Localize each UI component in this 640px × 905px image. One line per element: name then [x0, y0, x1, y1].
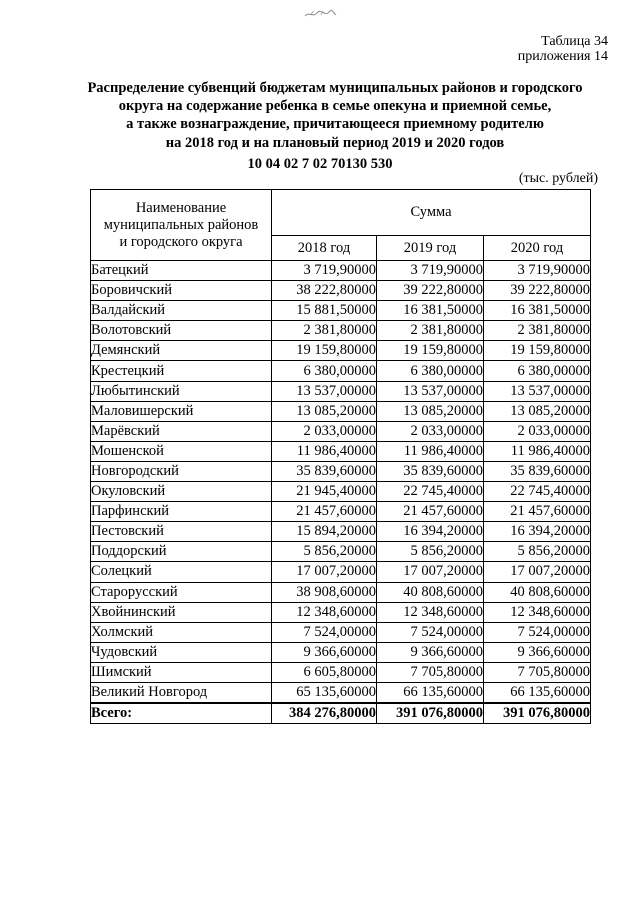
column-header-2019: 2019 год: [377, 236, 484, 261]
amount-2019: 3 719,90000: [377, 261, 484, 281]
amount-2018: 35 839,60000: [272, 461, 377, 481]
amount-2018: 2 033,00000: [272, 421, 377, 441]
amount-2019: 2 381,80000: [377, 321, 484, 341]
table-row: [91, 662, 591, 682]
amount-2019: 21 457,60000: [377, 502, 484, 522]
district-name: Старорусский: [91, 582, 272, 602]
table-row: [91, 441, 591, 461]
district-name: Солецкий: [91, 562, 272, 582]
amount-2018: 21 457,60000: [272, 502, 377, 522]
district-name: Марёвский: [91, 421, 272, 441]
column-header-sum: Сумма: [272, 190, 591, 236]
amount-2019: 22 745,40000: [377, 482, 484, 502]
amount-2019: 40 808,60000: [377, 582, 484, 602]
amount-2020: 39 222,80000: [484, 281, 591, 301]
table-row: [91, 542, 591, 562]
table-row: [91, 361, 591, 381]
amount-2019: 12 348,60000: [377, 602, 484, 622]
table-row: [91, 642, 591, 662]
column-header-name: Наименование муниципальных районов и городского округа: [91, 190, 272, 261]
district-name: Маловишерский: [91, 401, 272, 421]
amount-2019: 19 159,80000: [377, 341, 484, 361]
column-header-2018: 2018 год: [272, 236, 377, 261]
amount-2019: 66 135,60000: [377, 682, 484, 703]
amount-2020: 16 381,50000: [484, 301, 591, 321]
table-total-row: [91, 703, 591, 724]
amount-2020: 13 085,20000: [484, 401, 591, 421]
amount-2019: 9 366,60000: [377, 642, 484, 662]
amount-2018: 9 366,60000: [272, 642, 377, 662]
amount-2020: 40 808,60000: [484, 582, 591, 602]
title-line: Распределение субвенций бюджетам муниципальных районов и городского: [87, 80, 583, 96]
district-name: Демянский: [91, 341, 272, 361]
amount-2019: 35 839,60000: [377, 461, 484, 481]
amount-2020: 6 380,00000: [484, 361, 591, 381]
amount-2020: 5 856,20000: [484, 542, 591, 562]
amount-2018: 17 007,20000: [272, 562, 377, 582]
amount-2020: 66 135,60000: [484, 682, 591, 703]
amount-2018: 21 945,40000: [272, 482, 377, 502]
amount-2018: 15 881,50000: [272, 301, 377, 321]
district-name: Хвойнинский: [91, 602, 272, 622]
amount-2018: 13 537,00000: [272, 381, 377, 401]
district-name: Великий Новгород: [91, 682, 272, 703]
amount-2020: 2 033,00000: [484, 421, 591, 441]
amount-2019: 7 524,00000: [377, 622, 484, 642]
district-name: Холмский: [91, 622, 272, 642]
amount-2018: 13 085,20000: [272, 401, 377, 421]
amount-2018: 15 894,20000: [272, 522, 377, 542]
amount-2020: 16 394,20000: [484, 522, 591, 542]
district-name: Парфинский: [91, 502, 272, 522]
table-row: [91, 401, 591, 421]
amount-2020: 9 366,60000: [484, 642, 591, 662]
document-title: [60, 79, 610, 152]
amount-2018: 38 908,60000: [272, 582, 377, 602]
amount-2019: 7 705,80000: [377, 662, 484, 682]
subvention-table: [90, 189, 591, 724]
table-row: [91, 461, 591, 481]
table-row: [91, 502, 591, 522]
table-row: [91, 281, 591, 301]
district-name: Окуловский: [91, 482, 272, 502]
district-name: Волотовский: [91, 321, 272, 341]
amount-2020: 3 719,90000: [484, 261, 591, 281]
table-body: [91, 261, 591, 724]
amount-2019: 39 222,80000: [377, 281, 484, 301]
district-name: Мошенской: [91, 441, 272, 461]
budget-code: 10 04 02 7 02 70130 530: [247, 156, 393, 172]
district-name: Чудовский: [91, 642, 272, 662]
amount-2018: 5 856,20000: [272, 542, 377, 562]
units-label: (тыс. рублей): [518, 171, 598, 186]
amount-2020: 22 745,40000: [484, 482, 591, 502]
amount-2019: 6 380,00000: [377, 361, 484, 381]
title-line: на 2018 год и на плановый период 2019 и 2020 годов: [165, 134, 505, 151]
amount-2020: 12 348,60000: [484, 602, 591, 622]
title-line: а также вознаграждение, причитающееся приемному родителю: [126, 116, 544, 133]
table-row: [91, 602, 591, 622]
amount-2019: 17 007,20000: [377, 562, 484, 582]
amount-2019: 391 076,80000: [377, 703, 484, 724]
table-row: [91, 622, 591, 642]
amount-2020: 19 159,80000: [484, 341, 591, 361]
amount-2018: 12 348,60000: [272, 602, 377, 622]
amount-2018: 384 276,80000: [272, 703, 377, 724]
amount-2020: 13 537,00000: [484, 381, 591, 401]
amount-2019: 16 381,50000: [377, 301, 484, 321]
amount-2018: 7 524,00000: [272, 622, 377, 642]
amount-2018: 11 986,40000: [272, 441, 377, 461]
table-reference: [518, 34, 608, 64]
amount-2020: 7 705,80000: [484, 662, 591, 682]
district-name: Любытинский: [91, 381, 272, 401]
amount-2018: 65 135,60000: [272, 682, 377, 703]
amount-2018: 38 222,80000: [272, 281, 377, 301]
table-row: [91, 261, 591, 281]
amount-2018: 19 159,80000: [272, 341, 377, 361]
table-row: [91, 341, 591, 361]
table-row: [91, 482, 591, 502]
column-header-2020: 2020 год: [484, 236, 591, 261]
amount-2020: 35 839,60000: [484, 461, 591, 481]
table-ref-line1: Таблица 34: [541, 34, 608, 49]
table-row: [91, 582, 591, 602]
district-name: Шимский: [91, 662, 272, 682]
district-name: Батецкий: [91, 261, 272, 281]
district-name: Крестецкий: [91, 361, 272, 381]
district-name: Пестовский: [91, 522, 272, 542]
amount-2020: 391 076,80000: [484, 703, 591, 724]
district-name: Боровичский: [91, 281, 272, 301]
amount-2019: 5 856,20000: [377, 542, 484, 562]
table-row: [91, 562, 591, 582]
table-row: [91, 421, 591, 441]
amount-2019: 16 394,20000: [377, 522, 484, 542]
table-row: [91, 321, 591, 341]
table-row: [91, 682, 591, 703]
amount-2019: 13 537,00000: [377, 381, 484, 401]
title-line: округа на содержание ребенка в семье опекуна и приемной семье,: [118, 98, 552, 115]
district-name: Валдайский: [91, 301, 272, 321]
amount-2018: 6 380,00000: [272, 361, 377, 381]
amount-2020: 21 457,60000: [484, 502, 591, 522]
district-name: Поддорский: [91, 542, 272, 562]
amount-2020: 7 524,00000: [484, 622, 591, 642]
table-row: [91, 381, 591, 401]
amount-2020: 11 986,40000: [484, 441, 591, 461]
table-ref-line2: приложения 14: [517, 49, 608, 64]
amount-2018: 3 719,90000: [272, 261, 377, 281]
amount-2018: 6 605,80000: [272, 662, 377, 682]
stamp-mark: [303, 8, 337, 20]
amount-2018: 2 381,80000: [272, 321, 377, 341]
amount-2020: 2 381,80000: [484, 321, 591, 341]
district-name: Новгородский: [91, 461, 272, 481]
amount-2019: 13 085,20000: [377, 401, 484, 421]
table-row: [91, 301, 591, 321]
amount-2019: 2 033,00000: [377, 421, 484, 441]
amount-2019: 11 986,40000: [377, 441, 484, 461]
total-label: Всего:: [91, 703, 272, 724]
table-row: [91, 522, 591, 542]
amount-2020: 17 007,20000: [484, 562, 591, 582]
